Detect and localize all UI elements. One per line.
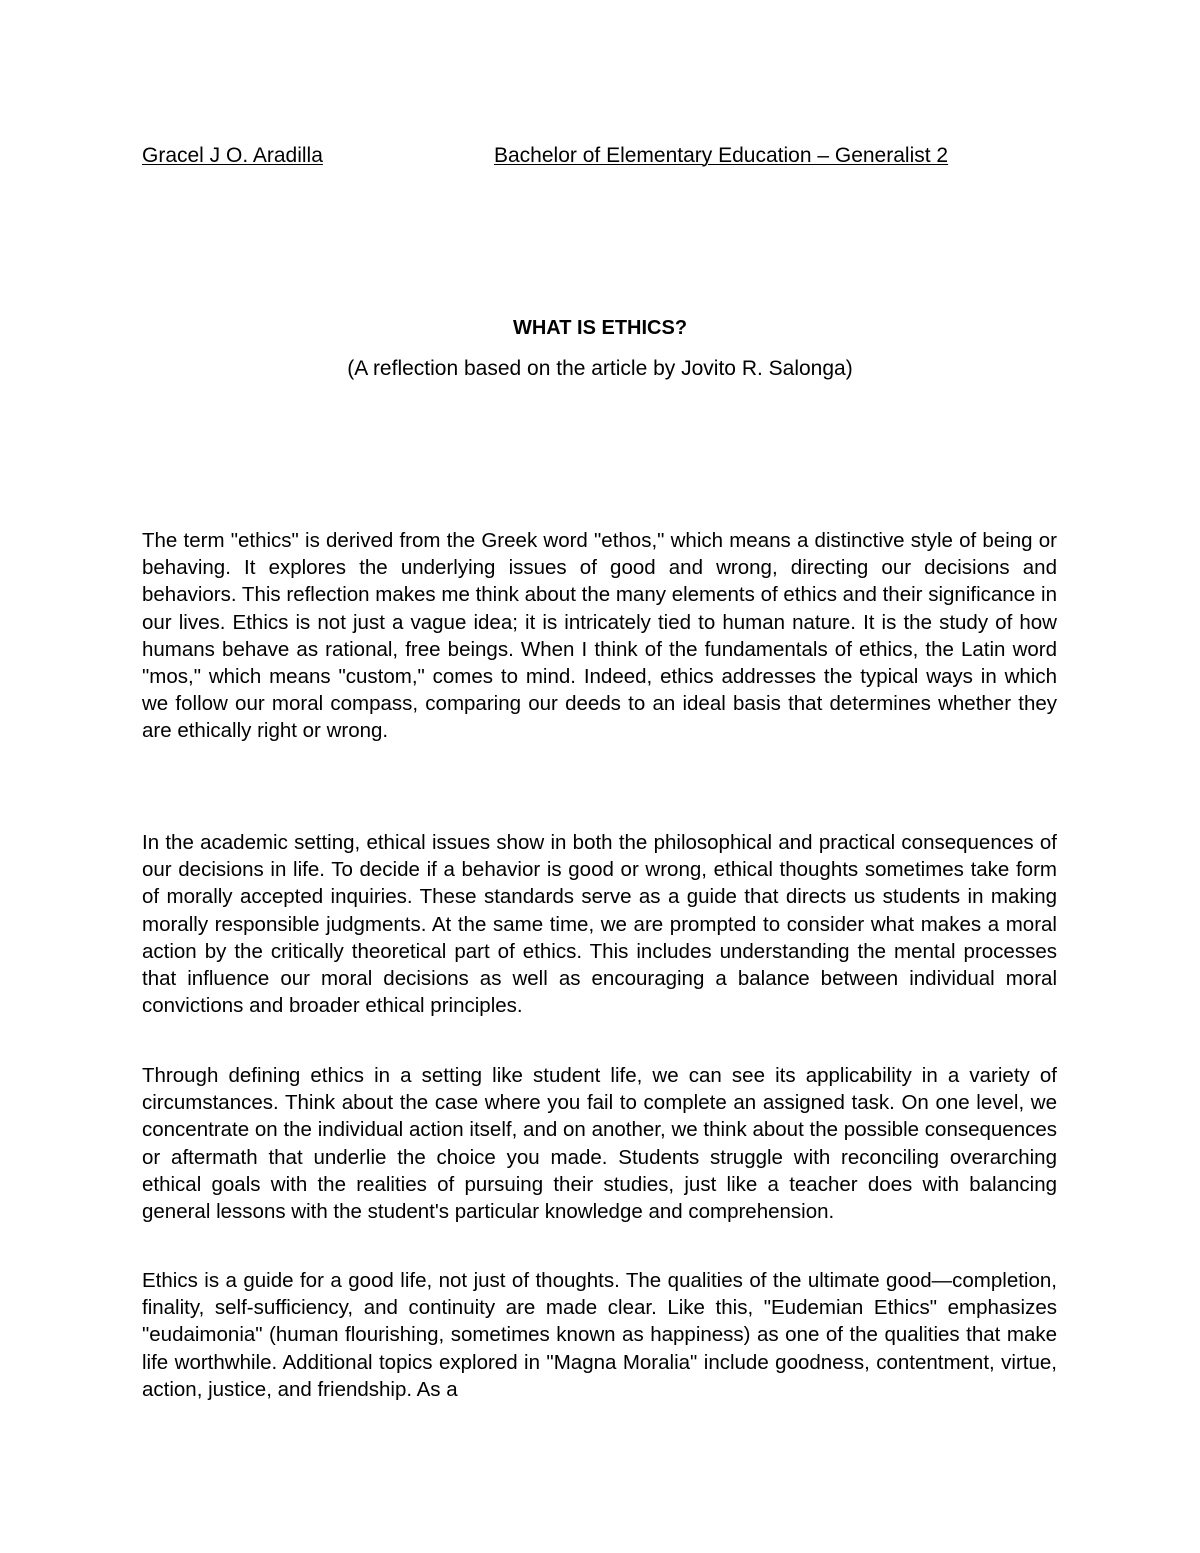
paragraph: The term "ethics" is derived from the Greek word "ethos," which means a distinctive style of being or behaving. It explores the underlying issues of good and wrong, directing our decisions and behaviors. This reflection makes me think about the many elements of ethics and their significance in our lives. Ethics is not just a vague idea; it is intricately tied to human nature. It is the study of how humans behave as rational, free beings. When I think of the fundamentals of ethics, the Latin word "mos," which means "custom," comes to mind. Indeed, ethics addresses the typical ways in which we follow our moral compass, comparing our deeds to an ideal basis that determines whether they are ethically right or wrong.	[142, 529, 1057, 743]
page-title: WHAT IS ETHICS?	[512, 317, 688, 339]
page-subtitle: (A reflection based on the article by Jovito R. Salonga)	[347, 357, 853, 380]
author-name: Gracel J O. Aradilla	[142, 144, 323, 167]
paragraph: Through defining ethics in a setting like student life, we can see its applicability in a variety of circumstances. Think about the case where you fail to complete an assigned task. On one level, we concentrate on the individual action itself, and on another, we think about the possible consequences or aftermath that underlie the choice you made. Students struggle with reconciling overarching ethical goals with the realities of pursuing their studies, just like a teacher does with balancing general lessons with the student's particular knowledge and comprehension.	[142, 1064, 1057, 1224]
paragraph: Ethics is a guide for a good life, not just of thoughts. The qualities of the ultimate good—completion, finality, self-sufficiency, and continuity are made clear. Like this, "Eudemian Ethics" emphasizes "eudaimonia" (human flourishing, sometimes known as happiness) as one of the qualities that make life worthwhile. Additional topics explored in "Magna Moralia" include goodness, contentment, virtue, action, justice, and friendship. As a	[142, 1269, 1057, 1401]
degree-program: Bachelor of Elementary Education – Generalist 2	[494, 144, 949, 167]
paragraph: In the academic setting, ethical issues show in both the philosophical and practical consequences of our decisions in life. To decide if a behavior is good or wrong, ethical thoughts sometimes take form of morally accepted inquiries. These standards serve as a guide that directs us students in making morally responsible judgments. At the same time, we are prompted to consider what makes a moral action by the critically theoretical part of ethics. This includes understanding the mental processes that influence our moral decisions as well as encouraging a balance between individual moral convictions and broader ethical principles.	[142, 831, 1057, 1018]
